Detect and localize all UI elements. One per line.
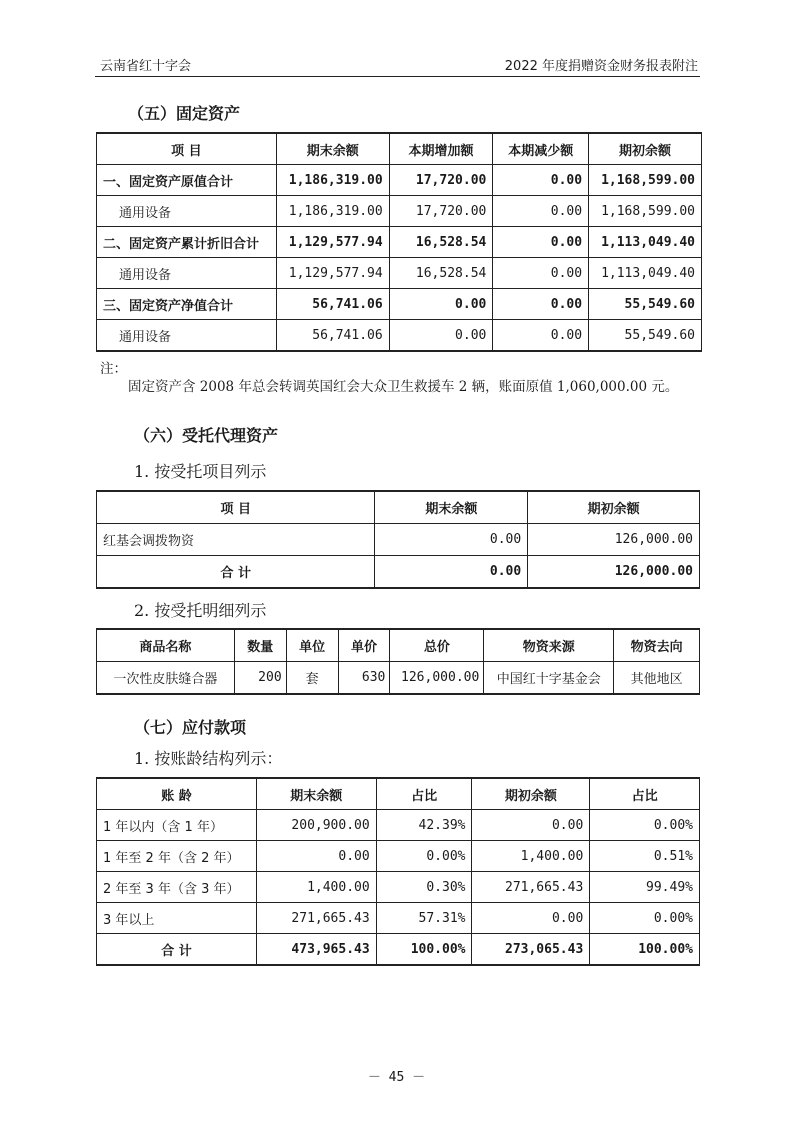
cell: 1,186,319.00	[276, 165, 389, 196]
table-row	[97, 903, 700, 934]
cell: 17,720.00	[389, 196, 493, 227]
column-header: 物资去向	[614, 629, 700, 662]
page-number: － 45 －	[367, 1070, 426, 1085]
cell: 一次性皮肤缝合器	[97, 662, 235, 695]
column-header: 本期减少额	[493, 133, 589, 165]
cell: 0.00	[389, 320, 493, 352]
row-label: 通用设备	[97, 320, 277, 352]
cell: 42.39%	[376, 810, 472, 841]
cell: 0.00%	[376, 841, 472, 872]
cell: 473,965.43	[256, 934, 376, 966]
cell: 271,665.43	[256, 903, 376, 934]
column-header: 期末余额	[256, 778, 376, 810]
cell: 0.30%	[376, 872, 472, 903]
table-total-row	[97, 934, 700, 966]
cell: 56,741.06	[276, 289, 389, 320]
row-label: 3 年以上	[97, 903, 257, 934]
column-header: 期末余额	[276, 133, 389, 165]
cell: 0.00	[256, 841, 376, 872]
table-header-row	[97, 778, 700, 810]
cell: 200	[234, 662, 286, 695]
column-header: 期初余额	[528, 491, 700, 524]
row-label: 通用设备	[97, 196, 277, 227]
table-header-row	[97, 491, 700, 524]
cell: 56,741.06	[276, 320, 389, 352]
cell: 200,900.00	[256, 810, 376, 841]
table-header-row	[97, 629, 700, 662]
payables-aging-table	[96, 777, 700, 966]
cell: 1,186,319.00	[276, 196, 389, 227]
note-label: 注：	[100, 361, 127, 377]
cell: 0.00	[375, 524, 528, 556]
cell: 271,665.43	[472, 872, 590, 903]
cell: 0.00	[493, 165, 589, 196]
row-label: 一、固定资产原值合计	[97, 165, 277, 196]
cell: 1,400.00	[256, 872, 376, 903]
cell: 0.00	[493, 196, 589, 227]
cell: 100.00%	[376, 934, 472, 966]
cell: 273,065.43	[472, 934, 590, 966]
column-header: 单位	[286, 629, 338, 662]
cell: 0.00	[472, 903, 590, 934]
section5-title: （五）固定资产	[128, 104, 241, 123]
cell: 1,168,599.00	[589, 165, 702, 196]
column-header: 物资来源	[484, 629, 614, 662]
column-header: 数量	[234, 629, 286, 662]
cell: 55,549.60	[589, 320, 702, 352]
column-header: 总价	[390, 629, 484, 662]
column-header: 期初余额	[589, 133, 702, 165]
cell: 126,000.00	[528, 556, 700, 589]
table-row	[97, 165, 702, 196]
column-header: 本期增加额	[389, 133, 493, 165]
section6-subtitle-1: 1. 按受托项目列示	[134, 462, 267, 481]
cell: 套	[286, 662, 338, 695]
fixed-assets-table	[96, 132, 702, 352]
cell: 55,549.60	[589, 289, 702, 320]
document-title: 2022 年度捐赠资金财务报表附注	[504, 59, 698, 74]
cell: 0.00	[493, 227, 589, 258]
cell: 0.00%	[590, 810, 700, 841]
column-header: 期初余额	[472, 778, 590, 810]
section6-title: （六）受托代理资产	[134, 426, 279, 445]
table-row	[97, 872, 700, 903]
cell: 57.31%	[376, 903, 472, 934]
cell: 1,400.00	[472, 841, 590, 872]
cell: 1,168,599.00	[589, 196, 702, 227]
table-row	[97, 841, 700, 872]
table-row	[97, 196, 702, 227]
column-header: 账 龄	[97, 778, 257, 810]
row-label: 二、固定资产累计折旧合计	[97, 227, 277, 258]
table-header-row	[97, 133, 702, 165]
column-header: 项 目	[97, 491, 375, 524]
row-label: 红基会调拨物资	[97, 524, 375, 556]
cell: 其他地区	[614, 662, 700, 695]
custody-detail-table	[96, 628, 700, 695]
row-label: 2 年至 3 年（含 3 年）	[97, 872, 257, 903]
cell: 0.00	[389, 289, 493, 320]
table-row	[97, 320, 702, 352]
section7-title: （七）应付款项	[134, 718, 247, 737]
table-row	[97, 662, 700, 695]
cell: 100.00%	[590, 934, 700, 966]
column-header: 项 目	[97, 133, 277, 165]
table-total-row	[97, 556, 700, 589]
table-row	[97, 810, 700, 841]
column-header: 商品名称	[97, 629, 235, 662]
column-header: 期末余额	[375, 491, 528, 524]
row-label: 1 年以内（含 1 年）	[97, 810, 257, 841]
cell: 1,129,577.94	[276, 227, 389, 258]
cell: 630	[338, 662, 390, 695]
section7-subtitle-1: 1. 按账龄结构列示：	[134, 749, 283, 768]
cell: 16,528.54	[389, 258, 493, 289]
table-row	[97, 524, 700, 556]
cell: 0.00	[472, 810, 590, 841]
cell: 16,528.54	[389, 227, 493, 258]
column-header: 占比	[590, 778, 700, 810]
cell: 0.00	[493, 258, 589, 289]
table-row	[97, 289, 702, 320]
total-label: 合 计	[97, 934, 257, 966]
column-header: 占比	[376, 778, 472, 810]
cell: 17,720.00	[389, 165, 493, 196]
row-label: 1 年至 2 年（含 2 年）	[97, 841, 257, 872]
cell: 126,000.00	[390, 662, 484, 695]
cell: 1,113,049.40	[589, 227, 702, 258]
org-name: 云南省红十字会	[100, 59, 192, 74]
table-row	[97, 258, 702, 289]
cell: 1,129,577.94	[276, 258, 389, 289]
cell: 0.51%	[590, 841, 700, 872]
row-label: 三、固定资产净值合计	[97, 289, 277, 320]
cell: 99.49%	[590, 872, 700, 903]
cell: 0.00%	[590, 903, 700, 934]
note-text: 固定资产含 2008 年总会转调英国红会大众卫生救援车 2 辆，账面原值 1,060,000.00 元。	[128, 379, 679, 395]
cell: 126,000.00	[528, 524, 700, 556]
header-divider	[95, 76, 700, 77]
row-label: 通用设备	[97, 258, 277, 289]
custody-by-project-table	[96, 490, 700, 589]
cell: 1,113,049.40	[589, 258, 702, 289]
cell: 0.00	[493, 289, 589, 320]
table-row	[97, 227, 702, 258]
column-header: 单价	[338, 629, 390, 662]
cell: 0.00	[375, 556, 528, 589]
total-label: 合 计	[97, 556, 375, 589]
section6-subtitle-2: 2. 按受托明细列示	[134, 601, 267, 620]
cell: 中国红十字基金会	[484, 662, 614, 695]
cell: 0.00	[493, 320, 589, 352]
